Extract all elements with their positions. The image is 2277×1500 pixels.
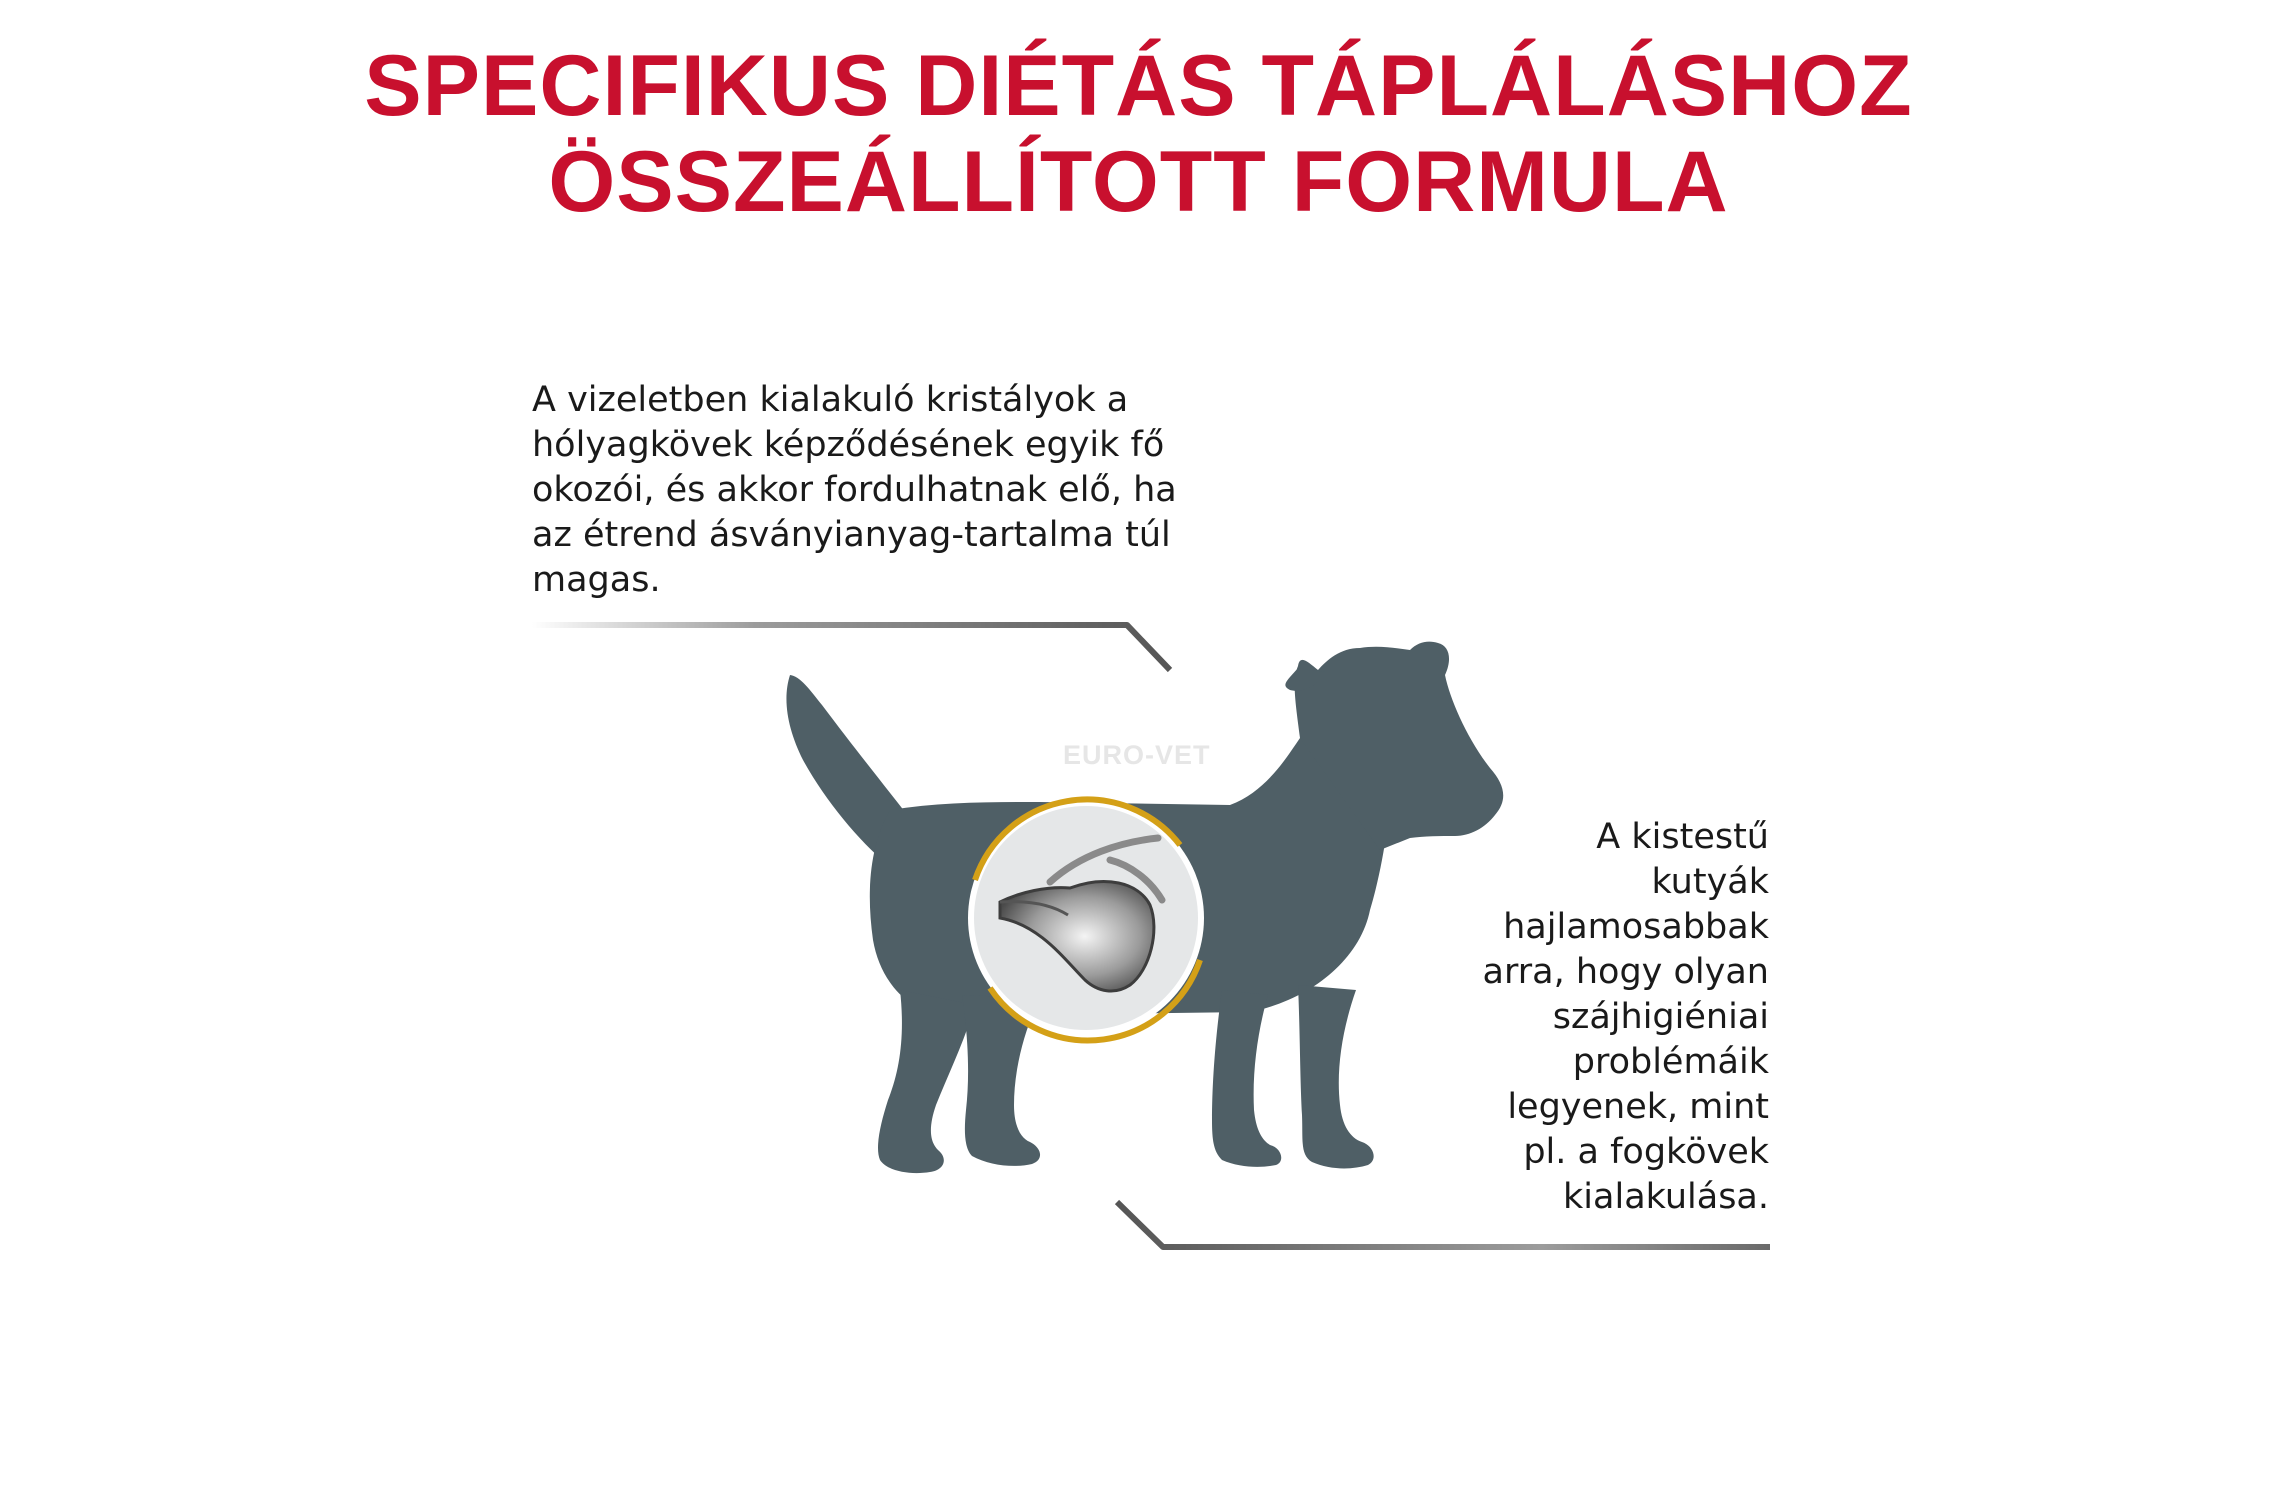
- callout-dental-line: kialakulása.: [1563, 1177, 1769, 1217]
- callout-dental-line: legyenek, mint: [1507, 1087, 1769, 1127]
- callout-urinary-line: magas.: [532, 560, 661, 600]
- callout-dental-line: A kistestű: [1596, 817, 1769, 857]
- callout-dental-line: arra, hogy olyan: [1482, 952, 1769, 992]
- callout-dental-line: szájhigiéniai: [1552, 997, 1769, 1037]
- callout-urinary-line: az étrend ásványianyag-tartalma túl: [532, 515, 1171, 555]
- callout-urinary-leader-line: [532, 625, 1170, 670]
- callout-dental-line: hajlamosabbak: [1503, 907, 1769, 947]
- callout-dental-line: kutyák: [1651, 862, 1769, 902]
- callout-urinary-line: hólyagkövek képződésének egyik fő: [532, 425, 1165, 465]
- callout-urinary-line: okozói, és akkor fordulhatnak elő, ha: [532, 470, 1177, 510]
- callout-dental-line: problémáik: [1572, 1042, 1769, 1082]
- callout-urinary-line: A vizeletben kialakuló kristályok a: [532, 380, 1129, 420]
- callout-dental-line: pl. a fogkövek: [1523, 1132, 1769, 1172]
- page-title-line-2: ÖSSZEÁLLÍTOTT FORMULA: [548, 134, 1729, 230]
- page-title-line-1: SPECIFIKUS DIÉTÁS TÁPLÁLÁSHOZ: [364, 38, 1913, 134]
- callout-dental-leader-line: [1117, 1202, 1770, 1247]
- watermark: EURO-VET: [1063, 740, 1211, 770]
